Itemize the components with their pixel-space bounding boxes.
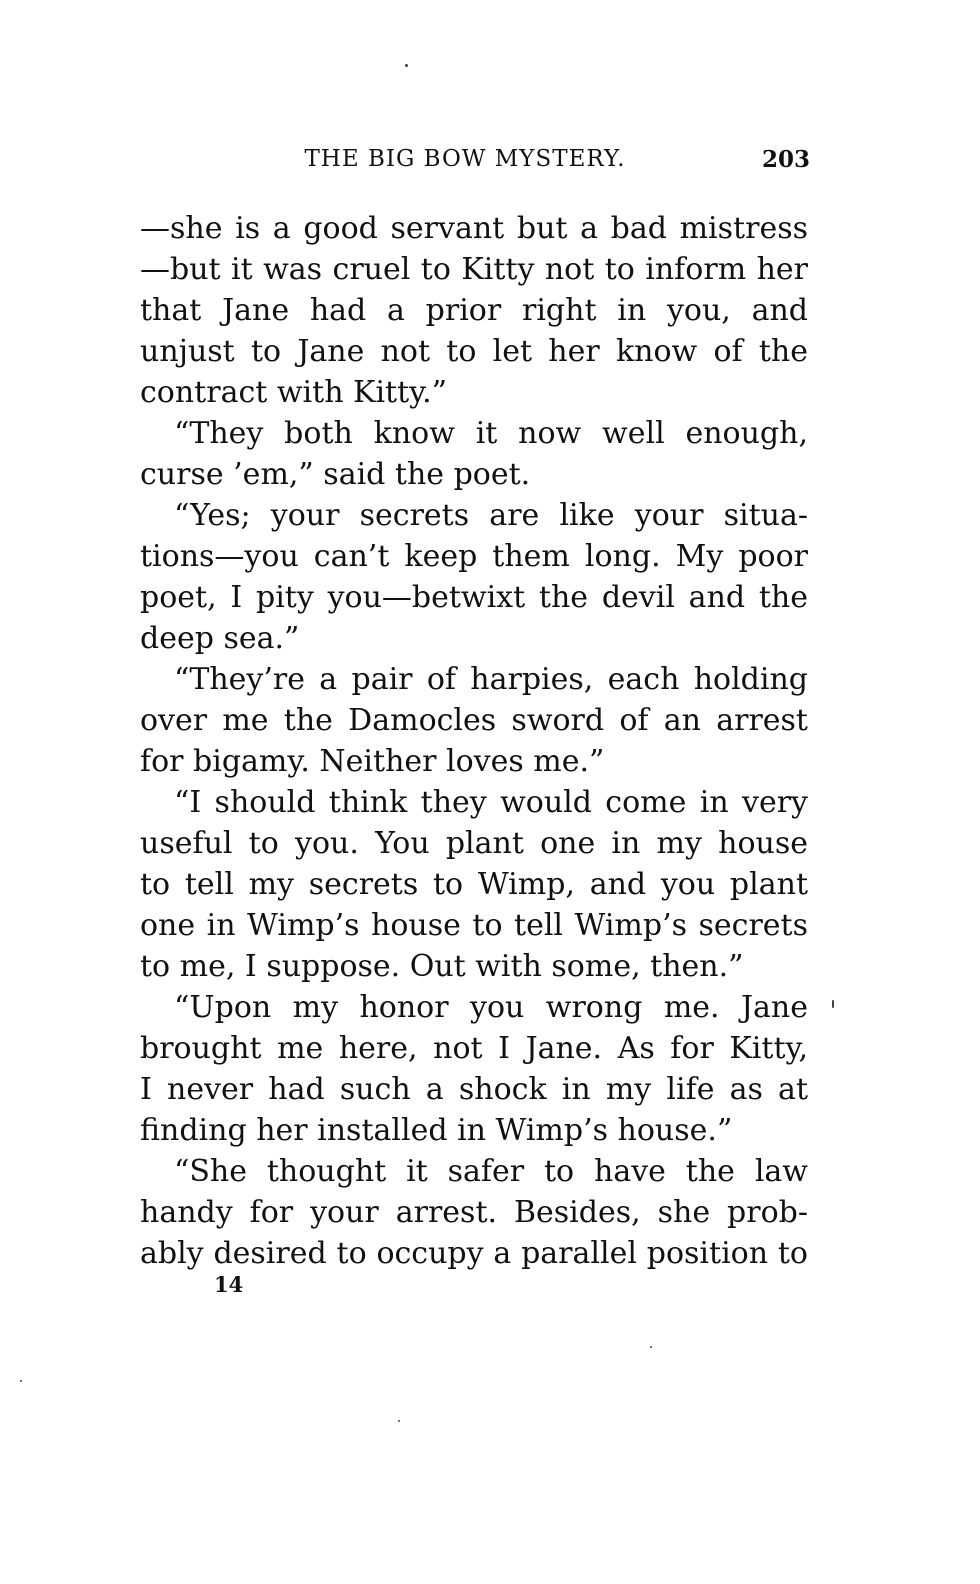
- running-title: THE BIG BOW MYSTERY.: [304, 146, 626, 172]
- running-header: [140, 146, 810, 182]
- text-line: “They both know it now well enough,: [174, 416, 808, 451]
- scan-speck: [398, 1420, 400, 1422]
- scan-speck: [405, 64, 408, 67]
- text-line: “I should think they would come in very: [174, 785, 808, 820]
- text-line: —she is a good servant but a bad mistress: [140, 211, 808, 246]
- text-line: over me the Damocles sword of an arrest: [140, 703, 808, 738]
- text-line: “Yes; your secrets are like your situa-: [174, 498, 808, 533]
- text-line: that Jane had a prior right in you, and: [140, 293, 808, 328]
- text-line: finding her installed in Wimp’s house.”: [140, 1113, 733, 1148]
- body-text: [140, 208, 808, 1274]
- text-line: “Upon my honor you wrong me. Jane: [174, 990, 808, 1025]
- text-line: deep sea.”: [140, 621, 300, 656]
- text-line: —but it was cruel to Kitty not to inform her: [140, 252, 808, 287]
- signature-mark: 14: [214, 1272, 244, 1297]
- text-line: for bigamy. Neither loves me.”: [140, 744, 605, 779]
- scan-speck: [20, 1380, 22, 1382]
- text-line: ably desired to occupy a parallel position to: [140, 1236, 808, 1271]
- text-line: tions—you can’t keep them long. My poor: [140, 539, 808, 574]
- text-line: handy for your arrest. Besides, she prob-: [140, 1195, 808, 1230]
- text-line: unjust to Jane not to let her know of the: [140, 334, 808, 369]
- page-number: 203: [761, 146, 810, 173]
- text-line: to me, I suppose. Out with some, then.”: [140, 949, 744, 984]
- text-line: “She thought it safer to have the law: [174, 1154, 808, 1189]
- text-line: brought me here, not I Jane. As for Kitty,: [140, 1031, 808, 1066]
- text-line: curse ’em,” said the poet.: [140, 457, 531, 492]
- text-line: poet, I pity you—betwixt the devil and the: [140, 580, 808, 615]
- text-line: useful to you. You plant one in my house: [140, 826, 808, 861]
- text-line: “They’re a pair of harpies, each holding: [174, 662, 808, 697]
- text-line: I never had such a shock in my life as at: [140, 1072, 808, 1107]
- text-line: contract with Kitty.”: [140, 375, 448, 410]
- scan-speck: [832, 1000, 834, 1008]
- scan-speck: [650, 1346, 652, 1348]
- text-line: one in Wimp’s house to tell Wimp’s secrets: [140, 908, 808, 943]
- text-line: to tell my secrets to Wimp, and you plant: [140, 867, 808, 902]
